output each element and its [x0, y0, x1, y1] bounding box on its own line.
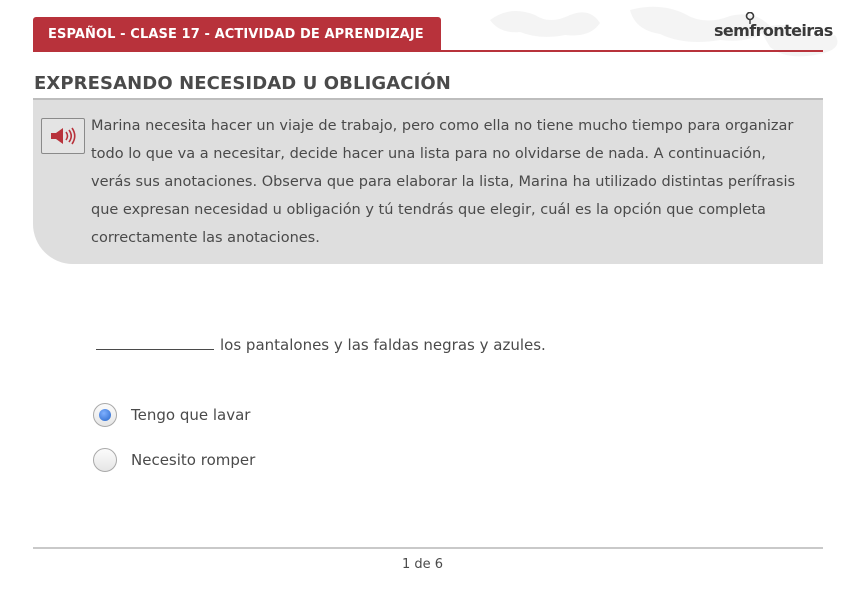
radio-button-selected[interactable] — [93, 403, 117, 427]
option-label[interactable]: Tengo que lavar — [131, 406, 251, 424]
logo-text: semfronteiras — [714, 21, 833, 40]
option-tengo-que-lavar[interactable] — [93, 403, 250, 427]
footer-divider — [33, 547, 823, 549]
speaker-icon — [48, 125, 78, 147]
course-header-tab — [33, 17, 441, 51]
question-text: los pantalones y las faldas negras y azules. — [220, 336, 546, 354]
instructions-panel — [33, 98, 823, 264]
question-sentence — [96, 333, 546, 354]
header-divider — [33, 50, 823, 52]
option-necesito-romper[interactable] — [93, 448, 255, 472]
audio-play-button[interactable] — [41, 118, 85, 154]
radio-button[interactable] — [93, 448, 117, 472]
course-label: ESPAÑOL - CLASE 17 - ACTIVIDAD DE APRENDIZAJE — [48, 26, 424, 42]
page-title: EXPRESANDO NECESIDAD U OBLIGACIÓN — [34, 73, 451, 94]
instructions-text: Marina necesita hacer un viaje de trabajo, pero como ella no tiene mucho tiempo para organizar todo lo que va a necesitar, decide hacer una lista para no olvidarse de nada. A continuación, verás sus anotaciones. Observa que para elaborar la lista, Marina ha utilizado distintas perífrasis que expresan necesidad u obligación y tú tendrás que elegir, cuál es la opción que completa correctamente las anotaciones. — [91, 118, 796, 246]
semfronteiras-logo — [714, 10, 833, 42]
answer-blank — [96, 333, 214, 350]
option-label[interactable]: Necesito romper — [131, 451, 256, 469]
radio-selected-dot — [99, 409, 111, 421]
pagination-indicator: 1 de 6 — [401, 557, 444, 572]
